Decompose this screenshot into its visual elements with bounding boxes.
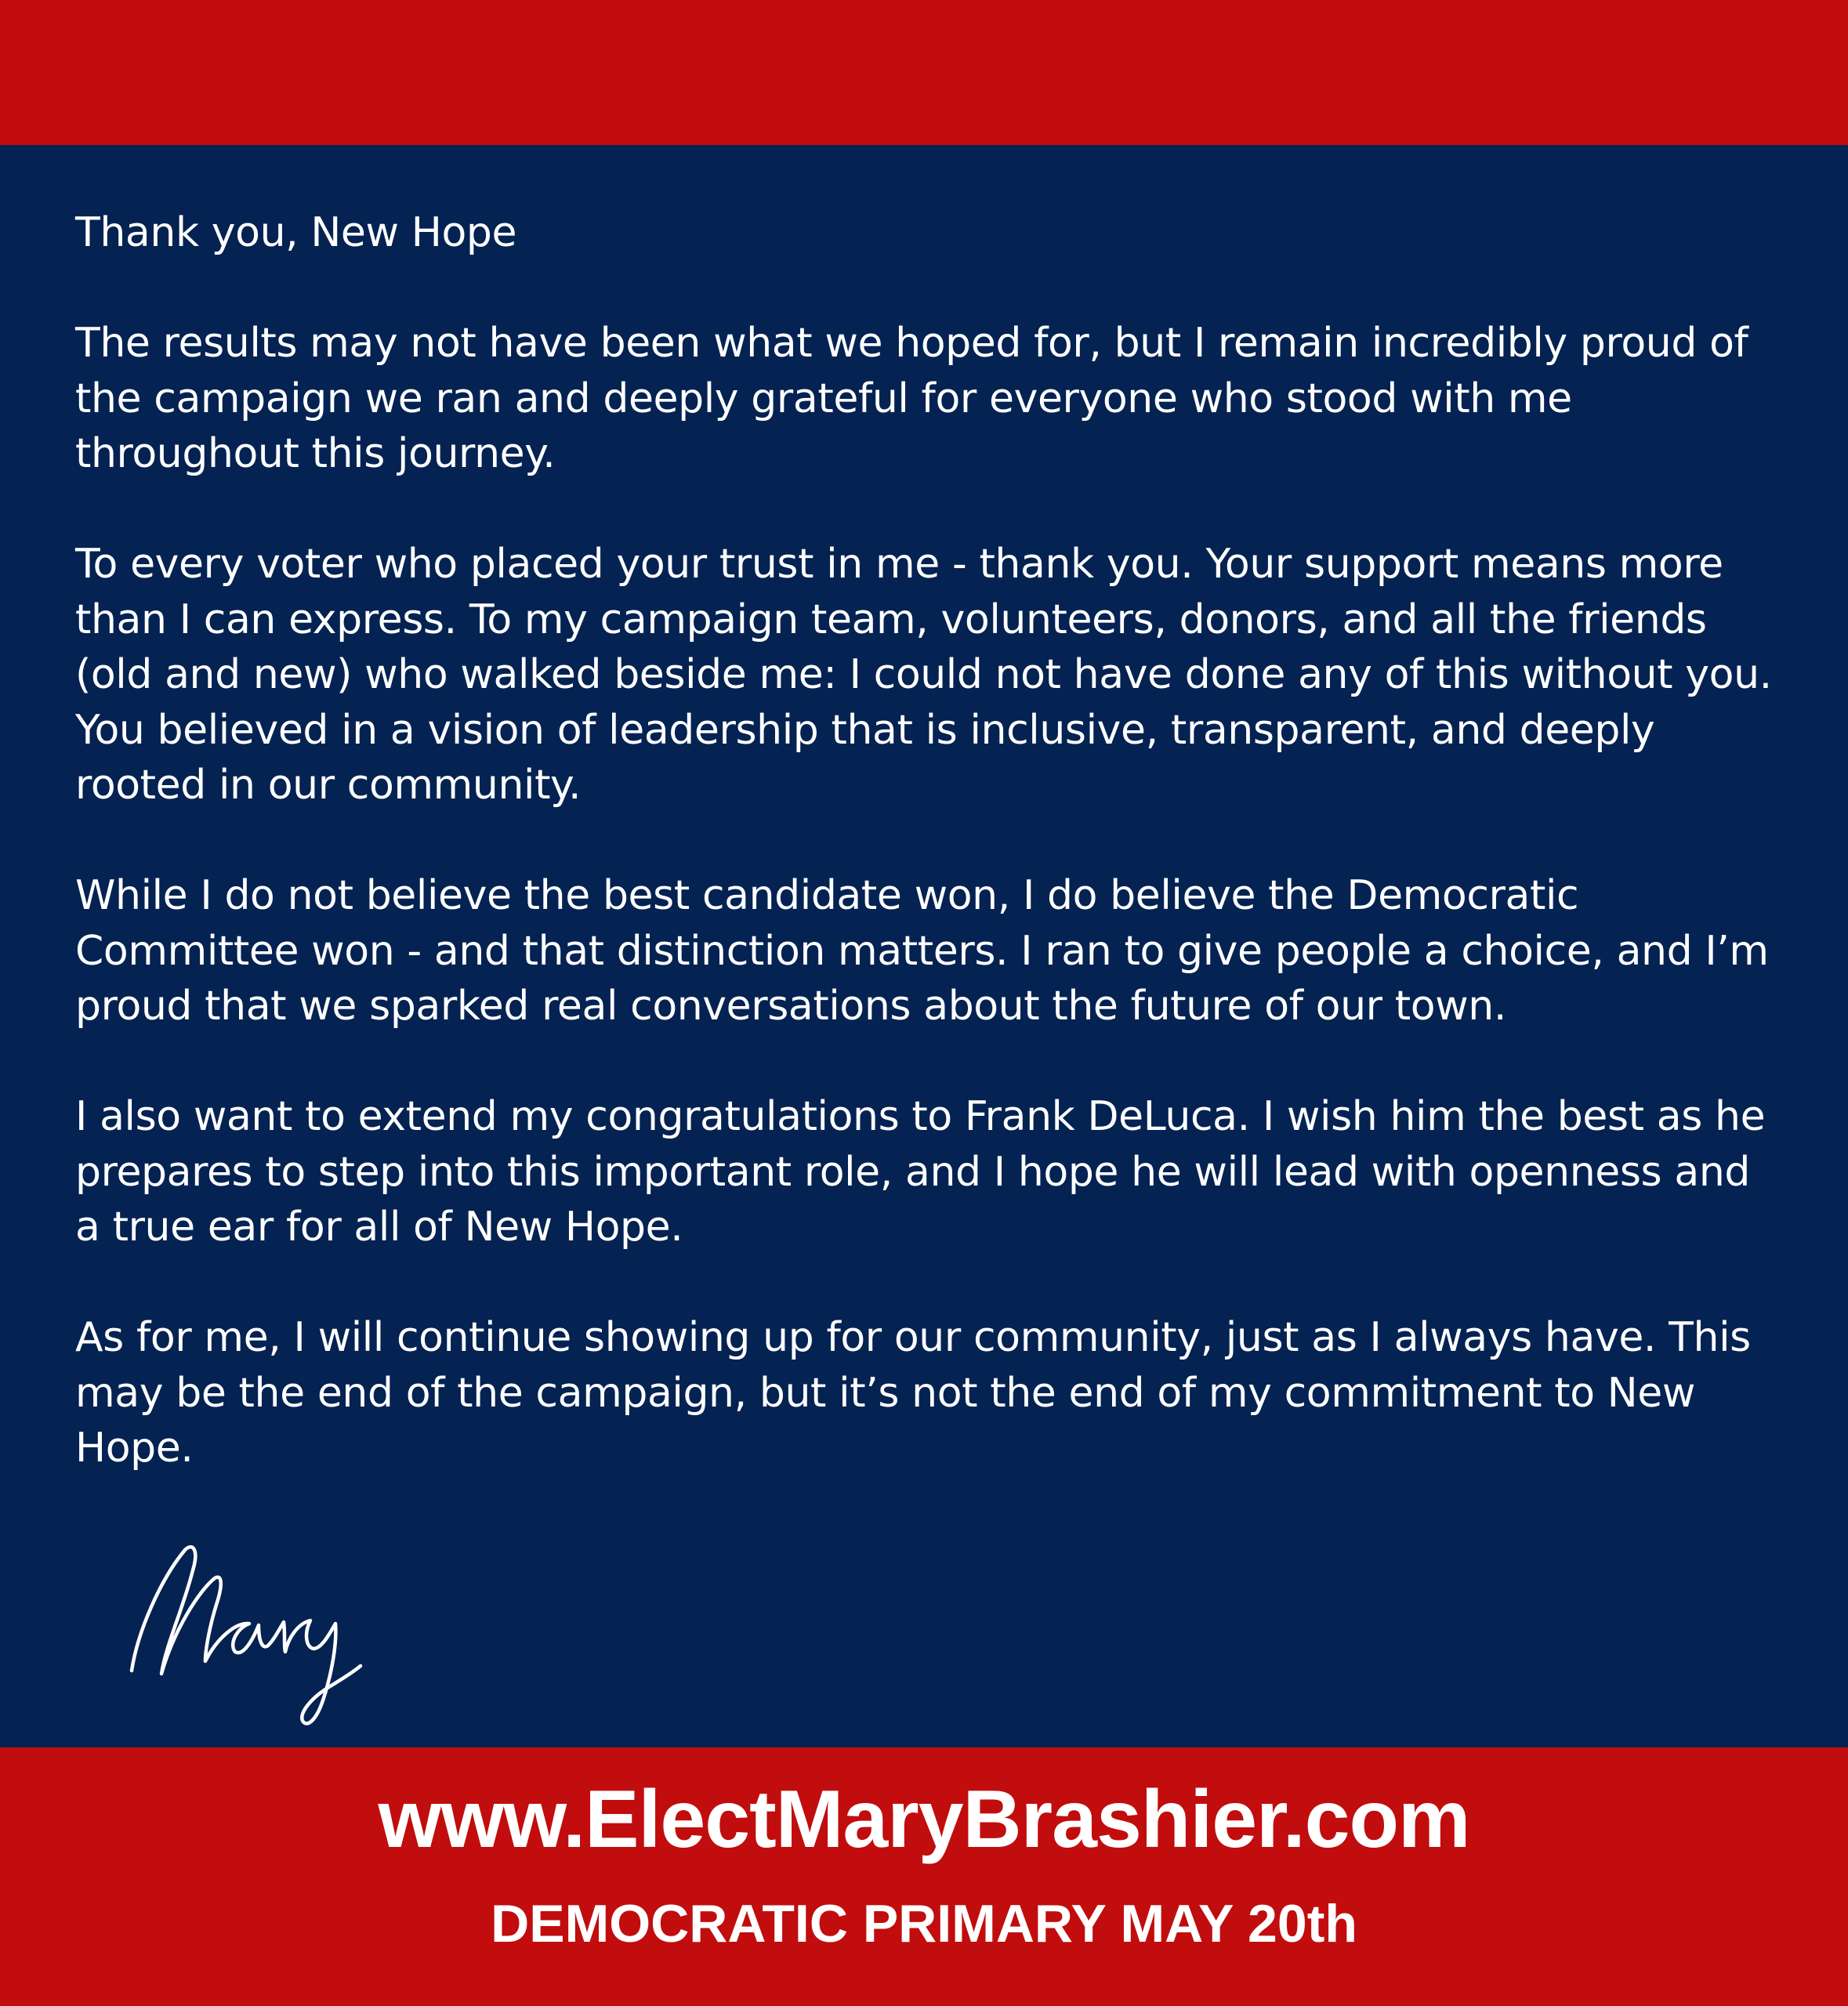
top-red-band (0, 0, 1848, 145)
handwritten-signature (118, 1536, 415, 1740)
letter-paragraph-5: As for me, I will continue showing up for our community, just as I always have. This may be the end of the campaign, but it’s not the end of my commitment to New Hope. (75, 1314, 1751, 1472)
letter-paragraph-3: While I do not believe the best candidate won, I do believe the Democratic Committee won - and that distinction matters. I ran to give people a choice, and I’m proud that we sparked real conversations about the future of our town. (75, 872, 1769, 1030)
primary-date: DEMOCRATIC PRIMARY MAY 20th (491, 1894, 1357, 1953)
letter-paragraph-4: I also want to extend my congratulations to Frank DeLuca. I wish him the best as he prepares to step into this important role, and I hope he will lead with openness and a true ear for all of New Hope. (75, 1093, 1766, 1251)
letter-paragraph-1: The results may not have been what we hoped for, but I remain incredibly proud of the campaign we ran and deeply grateful for everyone who stood with me throughout this journey. (75, 320, 1748, 477)
campaign-website: www.ElectMaryBrashier.com (378, 1774, 1470, 1865)
letter-body (75, 205, 1784, 1531)
letter-greeting: Thank you, New Hope (75, 209, 517, 256)
letter-paragraph-2: To every voter who placed your trust in me - thank you. Your support means more than I can express. To my campaign team, volunteers, donors, and all the friends (old and new) who walked beside me: I could not have done any of this without you. You believed in a vision of leadership that is inclusive, transparent, and deeply rooted in our community. (75, 541, 1772, 809)
